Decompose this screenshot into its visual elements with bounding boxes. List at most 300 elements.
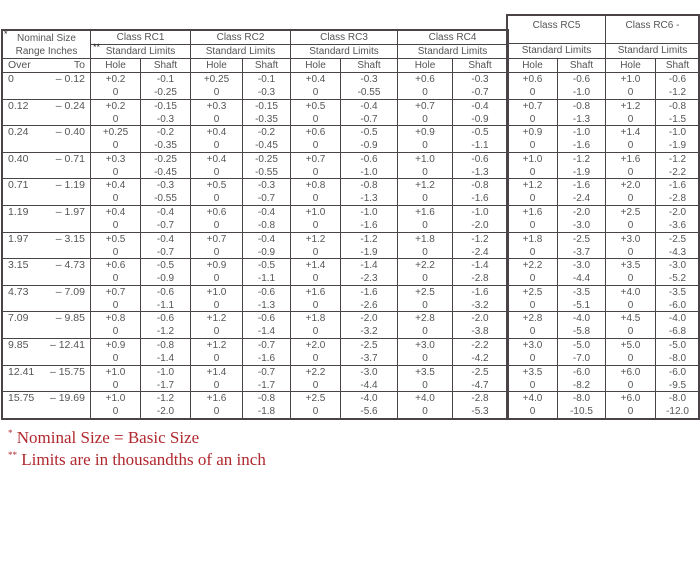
class-header-rc3 [290,30,398,45]
size-range-cell [2,258,91,286]
hole-lower-limit: 0 [627,247,634,258]
hole-limits-cell [90,338,141,366]
shaft-upper-limit: -2.2 [471,340,489,351]
shaft-limits-cell [655,391,700,419]
shaft-limits-cell [340,72,398,100]
hole-limits-cell [605,232,656,259]
shaft-upper-limit: -5.0 [668,340,687,351]
hole-limits-cell [90,152,141,179]
shaft-upper-limit: -0.4 [257,207,276,218]
hole-lower-limit: 0 [112,300,119,311]
shaft-upper-limit: -0.3 [257,180,276,191]
shaft-lower-limit: -0.3 [156,114,175,125]
hole-upper-limit: +1.6 [415,207,435,218]
size-range [3,153,90,166]
shaft-lower-limit: -0.25 [154,87,177,98]
hole-lower-limit: 0 [422,87,428,98]
hole-lower-limit: 0 [213,353,220,364]
shaft-upper-limit: -0.6 [572,74,591,85]
shaft-lower-limit: -3.0 [572,220,591,231]
shaft-lower-limit: -0.55 [357,87,381,98]
hole-limits-cell [507,365,558,392]
hole-upper-limit: +4.5 [620,313,641,324]
shaft-limits-cell [557,232,606,259]
shaft-upper-limit: -0.4 [156,207,175,218]
hole-lower-limit: 0 [312,380,319,391]
shaft-upper-limit: -0.1 [257,74,276,85]
range-over: 9.85 [8,339,29,351]
size-range-cell [2,125,91,153]
hole-lower-limit: 0 [627,273,634,284]
hole-upper-limit: +1.6 [620,154,641,165]
shaft-lower-limit: -8.0 [668,353,687,364]
footnote-nominal-size [8,428,199,448]
shaft-limits-cell [557,365,606,392]
hole-lower-limit: 0 [529,114,536,125]
hole-limits-cell [290,99,341,126]
hole-limits-cell [397,232,453,259]
shaft-limits-cell [242,232,291,259]
hole-lower-limit: 0 [422,300,428,311]
range-over: 1.19 [8,206,29,218]
range-to: – 7.09 [55,286,85,298]
asterisk-marker: * [4,29,8,39]
shaft-upper-limit: -0.8 [668,101,687,112]
hole-limits-cell [397,391,453,419]
shaft-lower-limit: -1.3 [360,193,378,204]
size-range [3,126,90,139]
shaft-upper-limit: -1.6 [572,180,591,191]
hole-upper-limit: +3.5 [620,260,641,271]
shaft-limits-cell [340,178,398,206]
shaft-limits-cell [242,125,291,153]
shaft-lower-limit: -1.3 [572,114,591,125]
hole-upper-limit: +0.25 [102,127,129,138]
hole-label: Hole [620,59,641,71]
shaft-upper-limit: -0.6 [257,287,276,298]
hole-lower-limit: 0 [422,193,428,204]
hole-lower-limit: 0 [312,140,319,151]
shaft-upper-limit: -2.0 [668,207,687,218]
hole-label: Hole [522,59,543,71]
hole-lower-limit: 0 [422,380,428,391]
shaft-lower-limit: -4.4 [360,380,378,391]
size-range-cell [2,178,91,206]
range-over: 0.24 [8,126,29,138]
shaft-upper-limit: -1.0 [668,127,687,138]
shaft-upper-limit: -1.0 [360,207,378,218]
range-to: – 0.24 [55,100,85,112]
hole-lower-limit: 0 [112,326,119,337]
hole-header [605,58,656,73]
size-range-cell [2,232,91,259]
shaft-lower-limit: -1.6 [257,353,276,364]
hole-upper-limit: +0.2 [105,101,126,112]
hole-lower-limit: 0 [627,353,634,364]
shaft-upper-limit: -0.8 [360,180,378,191]
shaft-lower-limit: -4.4 [572,273,591,284]
hole-upper-limit: +2.5 [305,393,326,404]
shaft-limits-cell [557,311,606,339]
hole-upper-limit: +0.6 [305,127,326,138]
class-name: Class RC6 - [625,20,680,31]
shaft-lower-limit: -2.0 [471,220,489,231]
shaft-limits-cell [452,125,508,153]
shaft-limits-cell [140,99,191,126]
hole-limits-cell [605,99,656,126]
hole-lower-limit: 0 [312,220,319,231]
hole-upper-limit: +0.5 [206,180,227,191]
shaft-limits-cell [452,285,508,312]
shaft-limits-cell [557,391,606,419]
shaft-limits-cell [655,311,700,339]
shaft-upper-limit: -5.0 [572,340,591,351]
shaft-lower-limit: -4.2 [471,353,489,364]
hole-upper-limit: +0.5 [305,101,326,112]
standard-limits-header [290,44,398,59]
size-range [3,100,90,113]
standard-limits-label: Standard Limits [617,45,688,56]
shaft-limits-cell [140,232,191,259]
shaft-lower-limit: -2.4 [471,247,489,258]
shaft-limits-cell [452,391,508,419]
footnote-text: Limits are in thousandths of an inch [21,450,266,469]
hole-upper-limit: +0.9 [522,127,543,138]
hole-upper-limit: +1.6 [522,207,543,218]
hole-upper-limit: +0.4 [305,74,326,85]
shaft-upper-limit: -0.5 [471,127,489,138]
shaft-upper-limit: -1.6 [471,287,489,298]
shaft-limits-cell [340,258,398,286]
hole-limits-cell [90,311,141,339]
shaft-limits-cell [242,258,291,286]
hole-limits-cell [397,258,453,286]
class-header-rc1 [90,30,191,45]
size-range [3,206,90,219]
hole-limits-cell [190,258,243,286]
size-range [3,286,90,299]
shaft-upper-limit: -3.5 [572,287,591,298]
hole-limits-cell [605,338,656,366]
size-range [3,259,90,272]
shaft-lower-limit: -10.5 [570,406,593,417]
shaft-lower-limit: -0.7 [257,193,276,204]
shaft-limits-cell [140,285,191,312]
hole-upper-limit: +2.2 [415,260,435,271]
hole-lower-limit: 0 [422,273,428,284]
shaft-limits-cell [340,99,398,126]
size-range-cell [2,99,91,126]
shaft-limits-cell [655,72,700,100]
shaft-limits-cell [340,232,398,259]
hole-lower-limit: 0 [213,247,220,258]
shaft-header [557,58,606,73]
hole-limits-cell [397,178,453,206]
shaft-limits-cell [557,258,606,286]
shaft-upper-limit: -1.0 [156,367,175,378]
shaft-limits-cell [655,338,700,366]
shaft-label: Shaft [665,59,690,71]
shaft-lower-limit: -3.2 [471,300,489,311]
hole-lower-limit: 0 [112,167,119,178]
hole-limits-cell [507,311,558,339]
hole-upper-limit: +2.0 [620,180,641,191]
hole-limits-cell [290,285,341,312]
hole-limits-cell [190,311,243,339]
hole-upper-limit: +1.6 [206,393,227,404]
shaft-lower-limit: -0.35 [255,114,278,125]
shaft-lower-limit: -0.3 [257,87,276,98]
hole-upper-limit: +0.7 [415,101,435,112]
hole-limits-cell [190,152,243,179]
shaft-upper-limit: -6.0 [572,367,591,378]
shaft-lower-limit: -2.8 [471,273,489,284]
hole-limits-cell [397,338,453,366]
hole-lower-limit: 0 [627,406,634,417]
shaft-lower-limit: -2.4 [572,193,591,204]
hole-limits-cell [507,232,558,259]
footnote-marker: ** [8,450,17,460]
shaft-upper-limit: -2.5 [471,367,489,378]
shaft-upper-limit: -0.7 [257,367,276,378]
shaft-lower-limit: -0.9 [360,140,378,151]
shaft-upper-limit: -1.2 [572,154,591,165]
shaft-limits-cell [140,258,191,286]
shaft-lower-limit: -0.8 [257,220,276,231]
shaft-upper-limit: -0.25 [255,154,278,165]
shaft-lower-limit: -1.3 [257,300,276,311]
hole-limits-cell [507,125,558,153]
shaft-lower-limit: -1.7 [156,380,175,391]
hole-header [290,58,341,73]
hole-limits-cell [507,178,558,206]
size-range-cell [2,285,91,312]
shaft-upper-limit: -2.0 [471,313,489,324]
hole-upper-limit: +1.0 [620,74,641,85]
hole-lower-limit: 0 [112,114,119,125]
hole-lower-limit: 0 [112,406,119,417]
shaft-lower-limit: -1.7 [257,380,276,391]
shaft-limits-cell [140,365,191,392]
hole-lower-limit: 0 [312,87,319,98]
shaft-limits-cell [452,258,508,286]
shaft-limits-cell [557,178,606,206]
hole-upper-limit: +1.4 [206,367,227,378]
hole-limits-cell [290,232,341,259]
range-to: – 9.85 [55,312,85,324]
standard-limits-header [397,44,508,59]
shaft-limits-cell [655,285,700,312]
shaft-lower-limit: -1.6 [572,140,591,151]
shaft-upper-limit: -0.8 [156,340,175,351]
range-over: 7.09 [8,312,29,324]
hole-lower-limit: 0 [627,220,634,231]
hole-upper-limit: +0.4 [206,127,227,138]
hole-lower-limit: 0 [213,273,220,284]
hole-upper-limit: +0.9 [415,127,435,138]
range-to: – 19.69 [49,392,85,404]
shaft-upper-limit: -0.15 [255,101,278,112]
hole-limits-cell [507,258,558,286]
hole-upper-limit: +0.6 [522,74,543,85]
hole-lower-limit: 0 [213,406,220,417]
range-to: – 1.97 [55,206,85,218]
shaft-upper-limit: -0.3 [360,74,378,85]
hole-limits-cell [90,365,141,392]
hole-header [507,58,558,73]
hole-lower-limit: 0 [529,380,536,391]
hole-limits-cell [290,258,341,286]
hole-limits-cell [190,99,243,126]
shaft-lower-limit: -1.9 [668,140,687,151]
hole-lower-limit: 0 [422,140,428,151]
shaft-header [452,58,508,73]
shaft-limits-cell [340,152,398,179]
shaft-upper-limit: -3.0 [360,367,378,378]
shaft-limits-cell [655,125,700,153]
range-over: 0.12 [8,100,29,112]
shaft-label: Shaft [468,59,492,71]
hole-upper-limit: +0.4 [105,180,126,191]
shaft-limits-cell [242,72,291,100]
shaft-upper-limit: -0.3 [156,180,175,191]
hole-limits-cell [190,285,243,312]
shaft-label: Shaft [357,59,381,71]
hole-lower-limit: 0 [529,140,536,151]
hole-lower-limit: 0 [213,300,220,311]
shaft-upper-limit: -2.8 [471,393,489,404]
hole-upper-limit: +3.0 [620,234,641,245]
hole-upper-limit: +6.0 [620,367,641,378]
shaft-limits-cell [140,205,191,233]
class-header-rc2 [190,30,291,45]
over-label: Over [8,59,31,71]
shaft-limits-cell [452,99,508,126]
hole-lower-limit: 0 [422,220,428,231]
shaft-limits-cell [140,178,191,206]
hole-limits-cell [190,125,243,153]
hole-limits-cell [507,338,558,366]
size-range-cell [2,152,91,179]
range-to: – 0.12 [55,73,85,85]
hole-limits-cell [90,125,141,153]
hole-lower-limit: 0 [422,114,428,125]
shaft-lower-limit: -2.2 [668,167,687,178]
hole-label: Hole [105,59,126,71]
shaft-upper-limit: -6.0 [668,367,687,378]
shaft-limits-cell [452,152,508,179]
hole-lower-limit: 0 [213,140,220,151]
shaft-upper-limit: -0.8 [257,393,276,404]
hole-upper-limit: +2.8 [522,313,543,324]
hole-upper-limit: +1.8 [305,313,326,324]
shaft-upper-limit: -3.0 [572,260,591,271]
range-over: 0.71 [8,179,29,191]
hole-lower-limit: 0 [422,326,428,337]
shaft-limits-cell [340,205,398,233]
shaft-lower-limit: -3.6 [668,220,687,231]
shaft-lower-limit: -6.0 [668,300,687,311]
hole-lower-limit: 0 [312,247,319,258]
hole-lower-limit: 0 [529,87,536,98]
hole-upper-limit: +1.8 [522,234,543,245]
shaft-limits-cell [655,232,700,259]
shaft-upper-limit: -1.2 [668,154,687,165]
shaft-upper-limit: -2.5 [360,340,378,351]
range-to: – 15.75 [49,366,85,378]
hole-limits-cell [90,258,141,286]
hole-limits-cell [605,311,656,339]
hole-lower-limit: 0 [529,167,536,178]
hole-limits-cell [290,365,341,392]
size-range [3,73,90,86]
hole-upper-limit: +0.4 [105,207,126,218]
hole-limits-cell [507,72,558,100]
hole-lower-limit: 0 [627,326,634,337]
hole-limits-cell [605,125,656,153]
range-over: 15.75 [8,392,35,404]
shaft-upper-limit: -1.4 [471,260,489,271]
shaft-lower-limit: -1.0 [572,87,591,98]
shaft-label: Shaft [254,59,279,71]
shaft-limits-cell [452,178,508,206]
hole-lower-limit: 0 [112,273,119,284]
shaft-limits-cell [242,311,291,339]
shaft-limits-cell [242,152,291,179]
shaft-limits-cell [242,338,291,366]
shaft-lower-limit: -0.45 [154,167,177,178]
shaft-lower-limit: -0.45 [255,140,278,151]
hole-limits-cell [397,285,453,312]
shaft-label: Shaft [569,59,594,71]
range-over: 1.97 [8,233,29,245]
hole-limits-cell [397,125,453,153]
shaft-limits-cell [557,205,606,233]
hole-upper-limit: +0.4 [206,154,227,165]
shaft-upper-limit: -2.5 [572,234,591,245]
hole-lower-limit: 0 [529,193,536,204]
hole-lower-limit: 0 [529,353,536,364]
hole-limits-cell [290,152,341,179]
hole-limits-cell [507,285,558,312]
shaft-limits-cell [340,311,398,339]
hole-lower-limit: 0 [529,220,536,231]
class-header-rc4 [397,30,508,45]
shaft-upper-limit: -0.8 [572,101,591,112]
shaft-limits-cell [242,365,291,392]
shaft-lower-limit: -8.2 [572,380,591,391]
shaft-lower-limit: -5.1 [572,300,591,311]
hole-upper-limit: +1.2 [206,340,227,351]
shaft-limits-cell [557,125,606,153]
hole-upper-limit: +3.0 [522,340,543,351]
hole-limits-cell [397,365,453,392]
hole-limits-cell [397,152,453,179]
shaft-lower-limit: -0.7 [156,220,175,231]
hole-limits-cell [190,205,243,233]
hole-limits-cell [190,178,243,206]
shaft-limits-cell [655,152,700,179]
hole-upper-limit: +1.8 [415,234,435,245]
hole-limits-cell [605,365,656,392]
class-name: Class RC3 [320,31,368,43]
hole-upper-limit: +0.8 [305,180,326,191]
shaft-label: Shaft [153,59,178,71]
shaft-upper-limit: -0.6 [156,313,175,324]
shaft-upper-limit: -1.2 [471,234,489,245]
shaft-upper-limit: -1.2 [156,393,175,404]
hole-limits-cell [90,205,141,233]
